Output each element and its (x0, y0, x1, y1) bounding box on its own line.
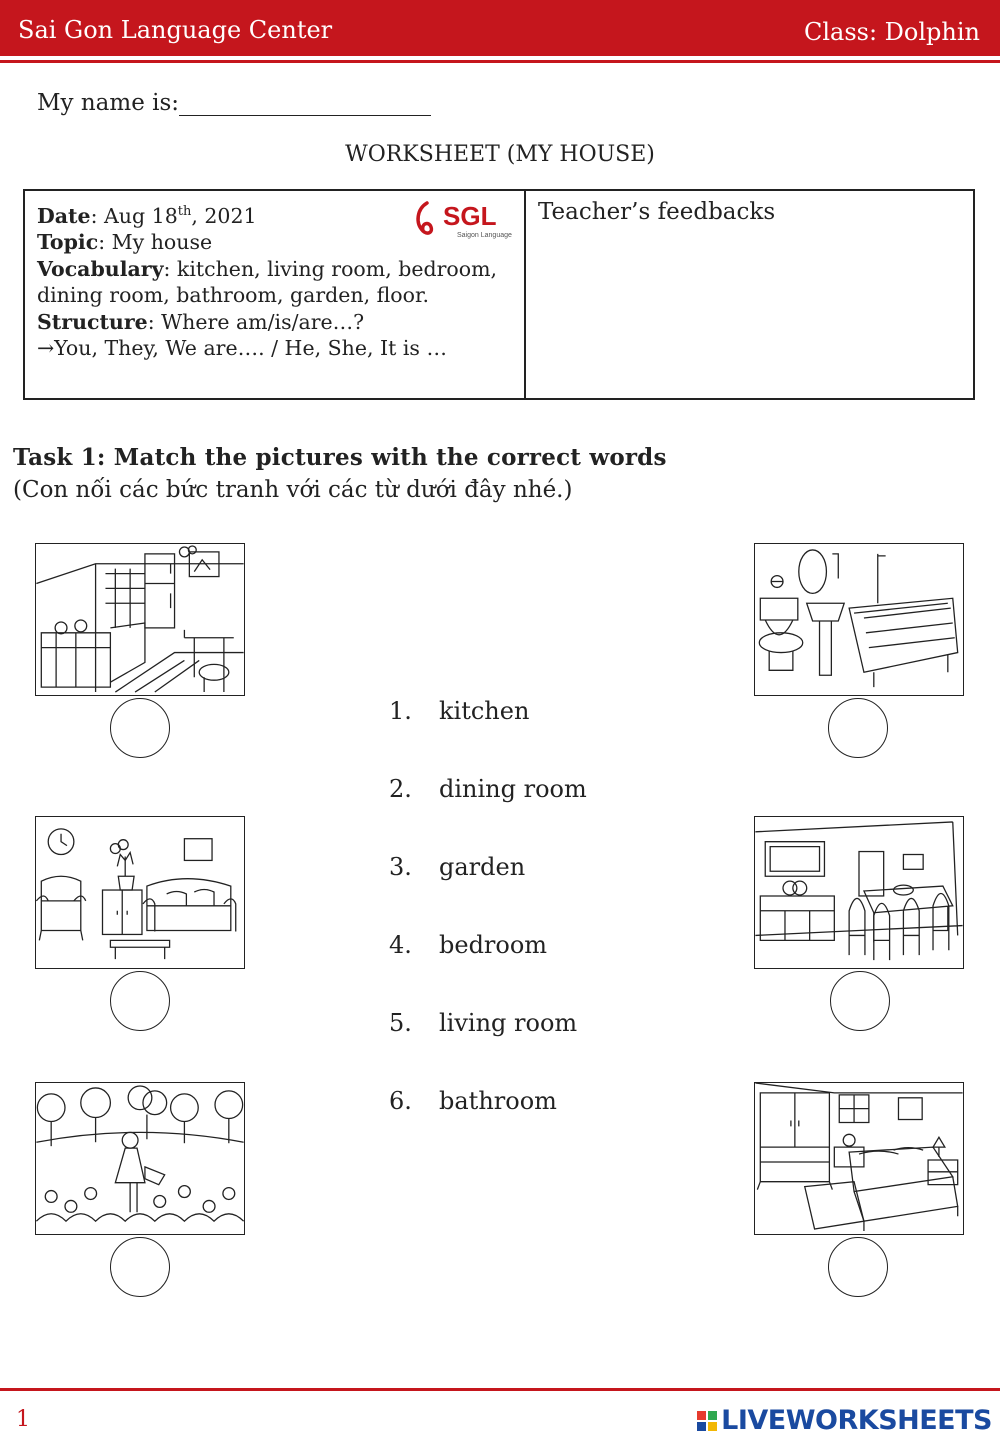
bathroom-picture (754, 543, 964, 696)
dining-room-picture (754, 816, 964, 969)
word-bathroom: bathroom (439, 1087, 557, 1115)
vocab-line: Vocabulary: kitchen, living room, bedroom, dining room, bathroom, garden, floor. (37, 256, 498, 308)
word-list (389, 697, 587, 1165)
word-item: 5. living room (389, 1009, 587, 1087)
svg-text:SGL: SGL (443, 201, 497, 231)
kitchen-picture (35, 543, 245, 696)
bedroom-picture (754, 1082, 964, 1235)
word-garden: garden (439, 853, 526, 881)
word-living-room: living room (439, 1009, 578, 1037)
topic-line: Topic: My house (37, 230, 213, 255)
structure-line: Structure: Where am/is/are…? (37, 309, 365, 334)
page-header (0, 0, 1000, 56)
sgl-logo (413, 197, 513, 241)
answer-circle-bedroom[interactable] (828, 1237, 888, 1297)
word-kitchen: kitchen (439, 697, 530, 725)
table-divider (524, 191, 526, 398)
structure-answer: →You, They, We are…. / He, She, It is … (37, 336, 447, 361)
footer-divider (0, 1388, 1000, 1391)
class-label: Class: Dolphin (803, 18, 980, 46)
answer-circle-dining-room[interactable] (830, 971, 890, 1031)
date-line: Date: Aug 18th, 2021 (37, 203, 257, 228)
info-table (23, 189, 975, 400)
liveworksheets-logo[interactable]: LIVEWORKSHEETS (697, 1405, 992, 1436)
worksheet-title: WORKSHEET (MY HOUSE) (345, 142, 655, 167)
answer-circle-bathroom[interactable] (828, 698, 888, 758)
word-item: 6. bathroom (389, 1087, 587, 1165)
answer-circle-garden[interactable] (110, 1237, 170, 1297)
center-name: Sai Gon Language Center (18, 16, 333, 44)
svg-text:Saigon Language: Saigon Language (457, 232, 512, 239)
page-number: 1 (16, 1407, 30, 1432)
garden-picture (35, 1082, 245, 1235)
word-item: 4. bedroom (389, 931, 587, 1009)
task1-subtitle: (Con nối các bức tranh với các từ dưới đây nhé.) (13, 477, 573, 503)
word-bedroom: bedroom (439, 931, 548, 959)
word-dining-room: dining room (439, 775, 587, 803)
teacher-feedback-label: Teacher’s feedbacks (538, 199, 776, 225)
answer-circle-living-room[interactable] (110, 971, 170, 1031)
word-item: 3. garden (389, 853, 587, 931)
name-row (37, 90, 431, 116)
word-item: 1. kitchen (389, 697, 587, 775)
name-label: My name is: (37, 90, 180, 116)
answer-circle-kitchen[interactable] (110, 698, 170, 758)
word-item: 2. dining room (389, 775, 587, 853)
header-divider (0, 60, 1000, 63)
task1-title: Task 1: Match the pictures with the correct words (13, 444, 667, 471)
name-blank[interactable] (179, 91, 431, 116)
living-room-picture (35, 816, 245, 969)
liveworksheets-icon (697, 1411, 717, 1431)
